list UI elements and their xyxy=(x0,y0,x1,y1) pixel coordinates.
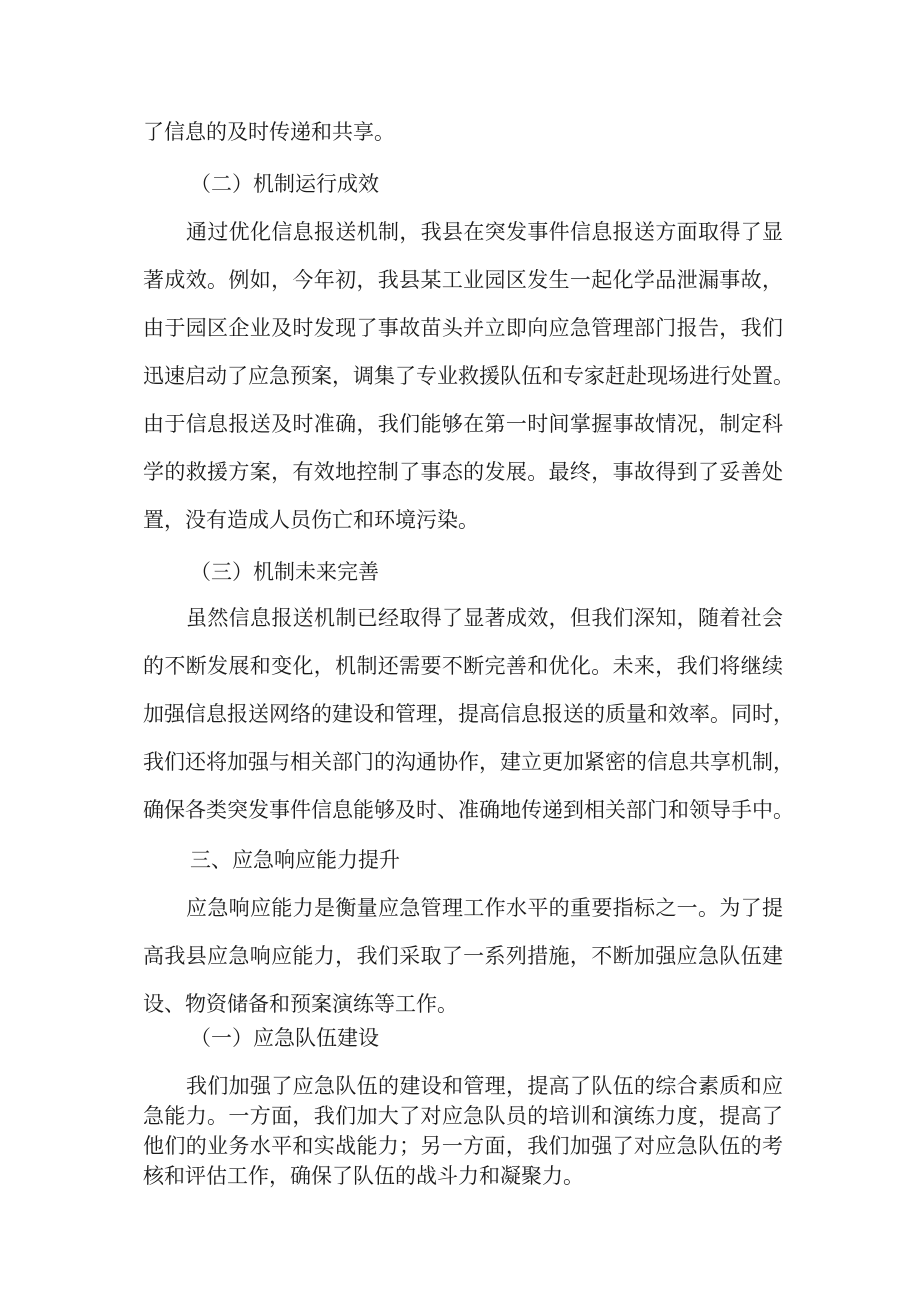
paragraph-line: 应急响应能力是衡量应急管理工作水平的重要指标之一。为了提 xyxy=(186,896,783,920)
section-heading: （二）机制运行成效 xyxy=(190,172,379,196)
paragraph-line: 置，没有造成人员伤亡和环境污染。 xyxy=(143,508,479,532)
paragraph-line: 核和评估工作，确保了队伍的战斗力和凝聚力。 xyxy=(143,1164,584,1188)
section-heading: （一）应急队伍建设 xyxy=(190,1026,379,1050)
paragraph-line: 高我县应急响应能力，我们采取了一系列措施，不断加强应急队伍建 xyxy=(143,944,783,968)
paragraph-line: 著成效。例如，今年初，我县某工业园区发生一起化学品泄漏事故， xyxy=(143,268,783,292)
paragraph-line: 由于信息报送及时准确，我们能够在第一时间掌握事故情况，制定科 xyxy=(143,412,783,436)
paragraph-line: 我们还将加强与相关部门的沟通协作，建立更加紧密的信息共享机制， xyxy=(143,750,794,774)
paragraph-line: 他们的业务水平和实战能力；另一方面，我们加强了对应急队伍的考 xyxy=(143,1134,783,1158)
paragraph-line: 的不断发展和变化，机制还需要不断完善和优化。未来，我们将继续 xyxy=(143,654,783,678)
paragraph-line: 加强信息报送网络的建设和管理，提高信息报送的质量和效率。同时， xyxy=(143,702,794,726)
section-heading: （三）机制未来完善 xyxy=(190,560,379,584)
paragraph-line: 急能力。一方面，我们加大了对应急队员的培训和演练力度，提高了 xyxy=(143,1104,783,1128)
paragraph-line: 迅速启动了应急预案，调集了专业救援队伍和专家赶赴现场进行处置。 xyxy=(143,364,794,388)
paragraph-line: 虽然信息报送机制已经取得了显著成效，但我们深知，随着社会 xyxy=(186,606,783,630)
paragraph-line: 确保各类突发事件信息能够及时、准确地传递到相关部门和领导手中。 xyxy=(143,798,794,822)
paragraph-line: 由于园区企业及时发现了事故苗头并立即向应急管理部门报告，我们 xyxy=(143,316,783,340)
paragraph-line: 通过优化信息报送机制，我县在突发事件信息报送方面取得了显 xyxy=(186,220,783,244)
paragraph-line: 我们加强了应急队伍的建设和管理，提高了队伍的综合素质和应 xyxy=(186,1074,783,1098)
paragraph-line: 设、物资储备和预案演练等工作。 xyxy=(143,992,458,1016)
paragraph-line: 学的救援方案，有效地控制了事态的发展。最终，事故得到了妥善处 xyxy=(143,460,783,484)
section-heading: 三、应急响应能力提升 xyxy=(190,848,400,872)
paragraph-line: 了信息的及时传递和共享。 xyxy=(143,120,395,144)
